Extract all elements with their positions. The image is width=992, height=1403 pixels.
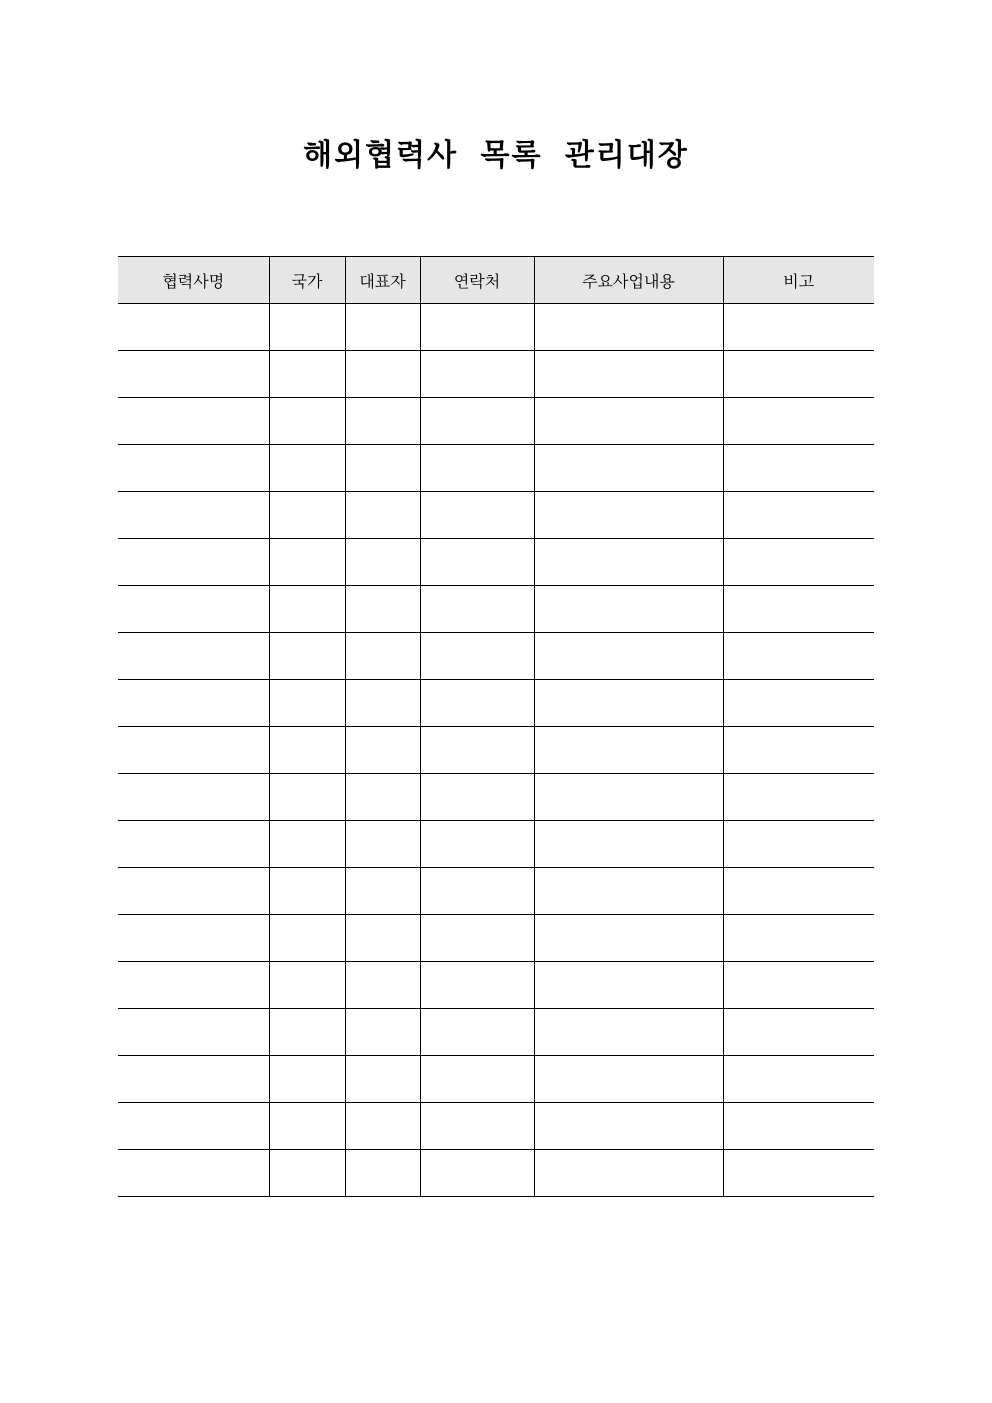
main-business-cell (534, 868, 723, 915)
table-row (118, 445, 874, 492)
partner-name-cell (118, 351, 269, 398)
remarks-cell (723, 351, 874, 398)
partner-name-cell (118, 821, 269, 868)
country-cell (269, 304, 345, 351)
partner-name-cell (118, 1056, 269, 1103)
table-row (118, 1056, 874, 1103)
representative-cell (345, 727, 420, 774)
partner-name-cell (118, 1150, 269, 1197)
representative-cell (345, 962, 420, 1009)
contact-cell (420, 868, 534, 915)
table-body (118, 304, 874, 1197)
country-cell (269, 915, 345, 962)
country-cell (269, 539, 345, 586)
partner-name-cell (118, 539, 269, 586)
remarks-cell (723, 304, 874, 351)
partner-name-cell (118, 633, 269, 680)
header-partner-name: 협력사명 (118, 257, 269, 304)
remarks-cell (723, 868, 874, 915)
partner-name-cell (118, 492, 269, 539)
remarks-cell (723, 821, 874, 868)
partner-name-cell (118, 445, 269, 492)
contact-cell (420, 492, 534, 539)
country-cell (269, 633, 345, 680)
header-contact: 연락처 (420, 257, 534, 304)
table-row (118, 539, 874, 586)
remarks-cell (723, 1009, 874, 1056)
representative-cell (345, 821, 420, 868)
main-business-cell (534, 304, 723, 351)
representative-cell (345, 539, 420, 586)
country-cell (269, 1009, 345, 1056)
country-cell (269, 586, 345, 633)
header-country: 국가 (269, 257, 345, 304)
contact-cell (420, 774, 534, 821)
main-business-cell (534, 1103, 723, 1150)
table-row (118, 586, 874, 633)
partner-register-table (118, 256, 874, 1197)
remarks-cell (723, 962, 874, 1009)
representative-cell (345, 1056, 420, 1103)
contact-cell (420, 539, 534, 586)
main-business-cell (534, 1009, 723, 1056)
page-title: 해외협력사 목록 관리대장 (303, 138, 689, 173)
main-business-cell (534, 633, 723, 680)
main-business-cell (534, 774, 723, 821)
contact-cell (420, 915, 534, 962)
main-business-cell (534, 1150, 723, 1197)
remarks-cell (723, 1056, 874, 1103)
main-business-cell (534, 539, 723, 586)
table-row (118, 633, 874, 680)
main-business-cell (534, 962, 723, 1009)
remarks-cell (723, 680, 874, 727)
representative-cell (345, 351, 420, 398)
main-business-cell (534, 398, 723, 445)
table-row (118, 398, 874, 445)
partner-name-cell (118, 1009, 269, 1056)
representative-cell (345, 1009, 420, 1056)
partner-name-cell (118, 915, 269, 962)
contact-cell (420, 962, 534, 1009)
contact-cell (420, 586, 534, 633)
contact-cell (420, 633, 534, 680)
contact-cell (420, 1150, 534, 1197)
country-cell (269, 1056, 345, 1103)
contact-cell (420, 1009, 534, 1056)
country-cell (269, 680, 345, 727)
main-business-cell (534, 586, 723, 633)
contact-cell (420, 821, 534, 868)
partner-name-cell (118, 1103, 269, 1150)
country-cell (269, 1103, 345, 1150)
table-row (118, 680, 874, 727)
table-row (118, 821, 874, 868)
representative-cell (345, 492, 420, 539)
country-cell (269, 727, 345, 774)
country-cell (269, 868, 345, 915)
table-row (118, 774, 874, 821)
table-row (118, 915, 874, 962)
partner-name-cell (118, 774, 269, 821)
partner-name-cell (118, 962, 269, 1009)
main-business-cell (534, 915, 723, 962)
table-row (118, 868, 874, 915)
contact-cell (420, 1056, 534, 1103)
remarks-cell (723, 445, 874, 492)
representative-cell (345, 868, 420, 915)
main-business-cell (534, 821, 723, 868)
contact-cell (420, 680, 534, 727)
partner-name-cell (118, 586, 269, 633)
remarks-cell (723, 586, 874, 633)
table-row (118, 351, 874, 398)
main-business-cell (534, 492, 723, 539)
representative-cell (345, 398, 420, 445)
remarks-cell (723, 539, 874, 586)
table-row (118, 727, 874, 774)
table-row (118, 1009, 874, 1056)
partner-name-cell (118, 868, 269, 915)
country-cell (269, 1150, 345, 1197)
table-header-row (118, 257, 874, 304)
remarks-cell (723, 1103, 874, 1150)
main-business-cell (534, 727, 723, 774)
remarks-cell (723, 915, 874, 962)
country-cell (269, 445, 345, 492)
contact-cell (420, 398, 534, 445)
representative-cell (345, 774, 420, 821)
remarks-cell (723, 398, 874, 445)
country-cell (269, 351, 345, 398)
contact-cell (420, 1103, 534, 1150)
representative-cell (345, 304, 420, 351)
representative-cell (345, 633, 420, 680)
partner-name-cell (118, 680, 269, 727)
remarks-cell (723, 1150, 874, 1197)
remarks-cell (723, 492, 874, 539)
representative-cell (345, 445, 420, 492)
table-row (118, 1103, 874, 1150)
representative-cell (345, 915, 420, 962)
contact-cell (420, 445, 534, 492)
table-row (118, 304, 874, 351)
country-cell (269, 962, 345, 1009)
table-row (118, 1150, 874, 1197)
header-remarks: 비고 (723, 257, 874, 304)
main-business-cell (534, 1056, 723, 1103)
header-main-business: 주요사업내용 (534, 257, 723, 304)
table-row (118, 492, 874, 539)
remarks-cell (723, 633, 874, 680)
remarks-cell (723, 774, 874, 821)
partner-name-cell (118, 304, 269, 351)
remarks-cell (723, 727, 874, 774)
representative-cell (345, 586, 420, 633)
country-cell (269, 398, 345, 445)
contact-cell (420, 304, 534, 351)
country-cell (269, 492, 345, 539)
representative-cell (345, 1150, 420, 1197)
representative-cell (345, 680, 420, 727)
contact-cell (420, 351, 534, 398)
header-representative: 대표자 (345, 257, 420, 304)
partner-name-cell (118, 727, 269, 774)
main-business-cell (534, 680, 723, 727)
table-row (118, 962, 874, 1009)
main-business-cell (534, 351, 723, 398)
representative-cell (345, 1103, 420, 1150)
main-business-cell (534, 445, 723, 492)
country-cell (269, 774, 345, 821)
country-cell (269, 821, 345, 868)
contact-cell (420, 727, 534, 774)
partner-name-cell (118, 398, 269, 445)
